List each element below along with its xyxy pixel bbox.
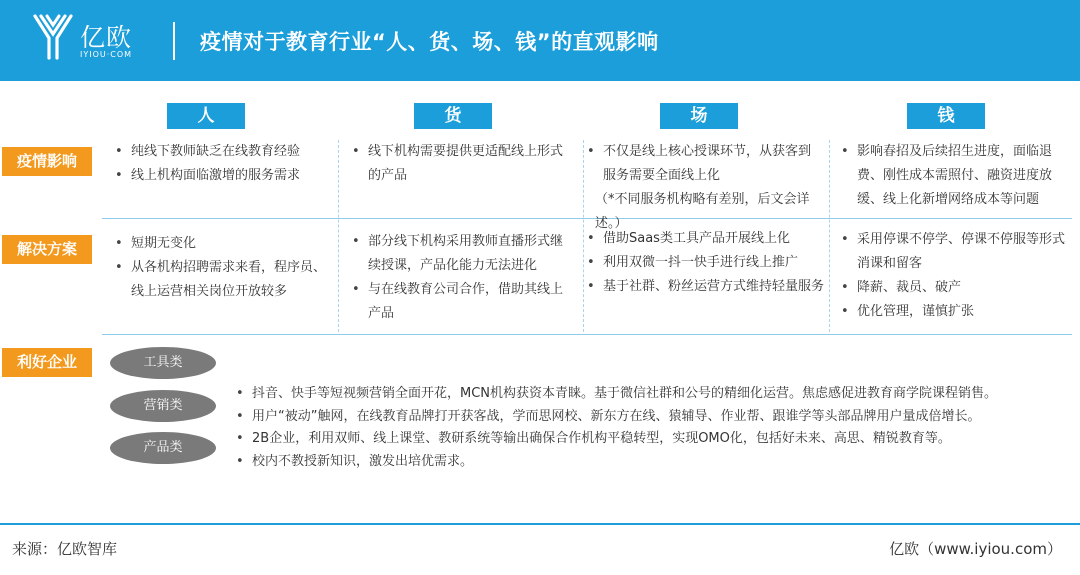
page-title: 疫情对于教育行业“人、货、场、钱”的直观影响 <box>200 30 659 54</box>
footer-divider <box>0 523 1080 525</box>
list-item: • 线上机构面临激增的服务需求 <box>113 164 333 188</box>
impact-cell-money <box>839 140 1071 212</box>
solution-cell-money <box>839 228 1071 324</box>
impact-cell-goods <box>350 140 572 188</box>
header-banner <box>0 0 1080 81</box>
impact-cell-people <box>113 140 333 188</box>
row-label-solution: 解决方案 <box>2 235 92 264</box>
list-item: • 基于社群、粉丝运营方式维持轻量服务 <box>585 275 825 299</box>
column-header-money: 钱 <box>907 103 985 129</box>
source-note: 来源：亿欧智库 <box>12 540 118 558</box>
iyiou-logo-icon <box>32 12 74 62</box>
list-item: • 影响春招及后续招生进度，面临退费、刚性成本需照付、融资进度放缓、线上化新增网络成本等问题 <box>839 140 1071 212</box>
impact-cell-place <box>585 140 821 236</box>
impact-note: （*不同服务机构略有差别，后文会详述。） <box>595 192 810 231</box>
logo-subtext: IYIOU·COM <box>80 50 133 59</box>
list-item: • 不仅是线上核心授课环节，从获客到服务需要全面线上化 <box>585 140 821 188</box>
list-item: • 降薪、裁员、破产 <box>839 276 1071 300</box>
row-label-benefit: 利好企业 <box>2 348 92 377</box>
list-item: • 部分线下机构采用教师直播形式继续授课，产品化能力无法进化 <box>350 230 572 278</box>
list-item: • 纯线下教师缺乏在线教育经验 <box>113 140 333 164</box>
solution-cell-goods <box>350 230 572 326</box>
category-pill-products: 产品类 <box>110 432 216 464</box>
column-header-people: 人 <box>167 103 245 129</box>
column-header-place: 场 <box>660 103 738 129</box>
column-divider <box>829 140 830 332</box>
list-item: • 采用停课不停学、停课不停服等形式消课和留客 <box>839 228 1071 276</box>
list-item: • 2B企业，利用双师、线上课堂、教研系统等输出确保合作机构平稳转型，实现OMO化，包括好未来、高思、精锐教育等。 <box>234 428 1064 451</box>
list-item: • 利用双微一抖一快手进行线上推广 <box>585 251 825 275</box>
category-pill-tools: 工具类 <box>110 347 216 379</box>
list-item: • 优化管理，谨慎扩张 <box>839 300 1071 324</box>
column-divider <box>583 140 584 332</box>
list-item: • 与在线教育公司合作，借助其线上产品 <box>350 278 572 326</box>
solution-cell-people <box>113 232 338 304</box>
header-divider <box>173 22 175 60</box>
column-divider <box>338 140 339 332</box>
brand-note: 亿欧（www.iyiou.com） <box>889 540 1062 558</box>
list-item: • 用户“被动”触网，在线教育品牌打开获客战，学而思网校、新东方在线、猿辅导、作业帮、跟谁学等头部品牌用户量成倍增长。 <box>234 406 1064 429</box>
list-item: • 校内不教授新知识，激发出培优需求。 <box>234 451 1064 474</box>
solution-cell-place <box>585 227 825 299</box>
category-pill-marketing: 营销类 <box>110 390 216 422</box>
logo-text: 亿欧 <box>80 23 133 52</box>
list-item: • 线下机构需要提供更适配线上形式的产品 <box>350 140 572 188</box>
row-divider <box>102 334 1072 335</box>
list-item: • 借助Saas类工具产品开展线上化 <box>585 227 825 251</box>
column-header-goods: 货 <box>414 103 492 129</box>
list-item: • 从各机构招聘需求来看，程序员、线上运营相关岗位开放较多 <box>113 256 338 304</box>
row-label-impact: 疫情影响 <box>2 147 92 176</box>
list-item: • 抖音、快手等短视频营销全面开花，MCN机构获资本青睐。基于微信社群和公号的精细化运营。焦虑感促进教育商学院课程销售。 <box>234 383 1064 406</box>
benefit-list <box>234 383 1064 473</box>
list-item: • 短期无变化 <box>113 232 338 256</box>
